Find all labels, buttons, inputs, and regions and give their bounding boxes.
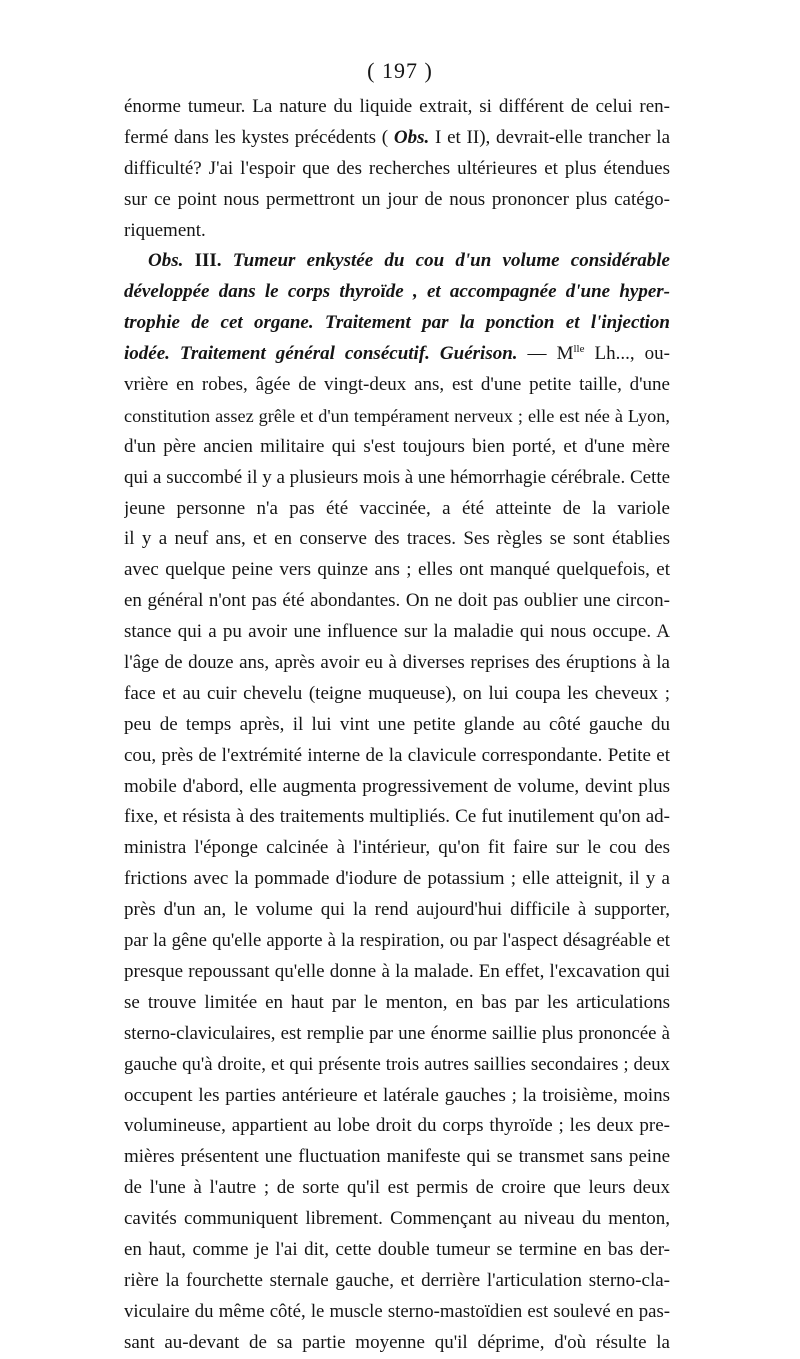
text-line: l'âge de douze ans, après avoir eu à diverses reprises des éruptions à la [124,652,670,674]
obs-title: Tumeur enkystée du cou d'un volume considérable [232,250,670,272]
text-line: il y a neuf ans, et en conserve des traces. Ses règles se sont établies [124,528,670,550]
text-line: riquement. [124,219,206,241]
obs-number: III. [183,250,233,272]
page-number: ( 197 ) [367,58,433,83]
text-line: occupent les parties antérieure et latérale gauches ; la troisième, moins [124,1084,670,1106]
text-line: mières présentent une fluctuation manifeste qui se transmet sans peine [124,1146,670,1168]
text-line: énorme tumeur. La nature du liquide extrait, si différent de celui ren- [124,96,670,117]
text-line: difficulté? J'ai l'espoir que des recherches ultérieures et plus étendues [124,157,670,179]
text-line: stance qui a pu avoir une influence sur la maladie qui nous occupe. A [124,621,670,643]
text-line: presque repoussant qu'elle donne à la malade. En effet, l'excavation qui [124,960,670,982]
text-line: qui a succombé il y a plusieurs mois à une hémorrhagie cérébrale. Cette [124,466,670,488]
text-span: I et II), devrait-elle trancher la [429,126,670,148]
text-line: avec quelque peine vers quinze ans ; elles ont manqué quelquefois, et [124,559,670,581]
text-line: face et au cuir chevelu (teigne muqueuse), on lui coupa les cheveux ; [124,682,670,704]
text-line: rière la fourchette sternale gauche, et derrière l'articulation sterno-cla- [124,1269,670,1291]
text-line: peu de temps après, il lui vint une petite glande au côté gauche du [124,713,670,735]
text-line: ministra l'éponge calcinée à l'intérieur, qu'on fit faire sur le cou des [124,837,670,859]
obs-label: Obs. [148,250,184,272]
text-line: viculaire du même côté, le muscle sterno-mastoïdien est soulevé en pas- [124,1300,670,1322]
text-span: Lh..., ou- [584,343,670,365]
text-line: sur ce point nous permettront un jour de nous prononcer plus catégo- [124,188,670,210]
text-line: frictions avec la pommade d'iodure de potassium ; elle atteignit, il y a [124,868,670,890]
text-line: sant au-devant de sa partie moyenne qu'il déprime, d'où résulte la [124,1331,670,1353]
text-line: vrière en robes, âgée de vingt-deux ans, est d'une petite taille, d'une [124,374,670,396]
text-line: d'un père ancien militaire qui s'est toujours bien porté, et d'une mère [124,435,670,457]
text-line: sterno-claviculaires, est remplie par une énorme saillie plus prononcée à [124,1022,670,1044]
text-line: en haut, comme je l'ai dit, cette double tumeur se termine en bas der- [124,1238,670,1260]
text-line: gauche qu'à droite, et qui présente trois autres saillies secondaires ; deux [124,1053,670,1075]
text-line: constitution assez grêle et d'un tempérament nerveux ; elle est née à Lyon, [124,405,670,426]
obs-title: iodée. Traitement général consécutif. Guérison. [124,343,518,365]
text-line: par la gêne qu'elle apporte à la respiration, ou par l'aspect désagréable et [124,930,670,952]
text-span: — M [517,343,574,365]
text-line: en général n'ont pas été abondantes. On ne doit pas oublier une circon- [124,590,670,612]
obs-reference: Obs. [393,126,430,148]
obs-heading-line: développée dans le corps thyroïde , et accompagnée d'une hyper- [124,281,670,303]
obs-heading-line [124,339,670,370]
text-line: fixe, et résista à des traitements multipliés. Ce fut inutilement qu'on ad- [124,806,670,828]
text-line: volumineuse, appartient au lobe droit du corps thyroïde ; les deux pre- [124,1115,670,1137]
text-line: cou, près de l'extrémité interne de la clavicule correspondante. Petite et [124,744,670,766]
text-line [124,123,670,154]
obs-heading-line: trophie de cet organe. Traitement par la ponction et l'injection [124,312,670,334]
title-superscript: lle [573,343,585,356]
text-line: cavités communiquent librement. Commençant au niveau du menton, [124,1208,670,1230]
obs-heading-line [124,246,670,277]
text-line: de l'une à l'autre ; de sorte qu'il est permis de croire que leurs deux [124,1177,670,1199]
text-span: fermé dans les kystes précédents ( [124,126,394,148]
body-text [124,92,670,1359]
text-line: mobile d'abord, elle augmenta progressivement de volume, devint plus [124,775,670,797]
text-line: près d'un an, le volume qui la rend aujourd'hui difficile à supporter, [124,899,670,921]
text-line: se trouve limitée en haut par le menton, en bas par les articulations [124,991,670,1013]
text-line: jeune personne n'a pas été vaccinée, a été atteinte de la variole [124,497,670,519]
